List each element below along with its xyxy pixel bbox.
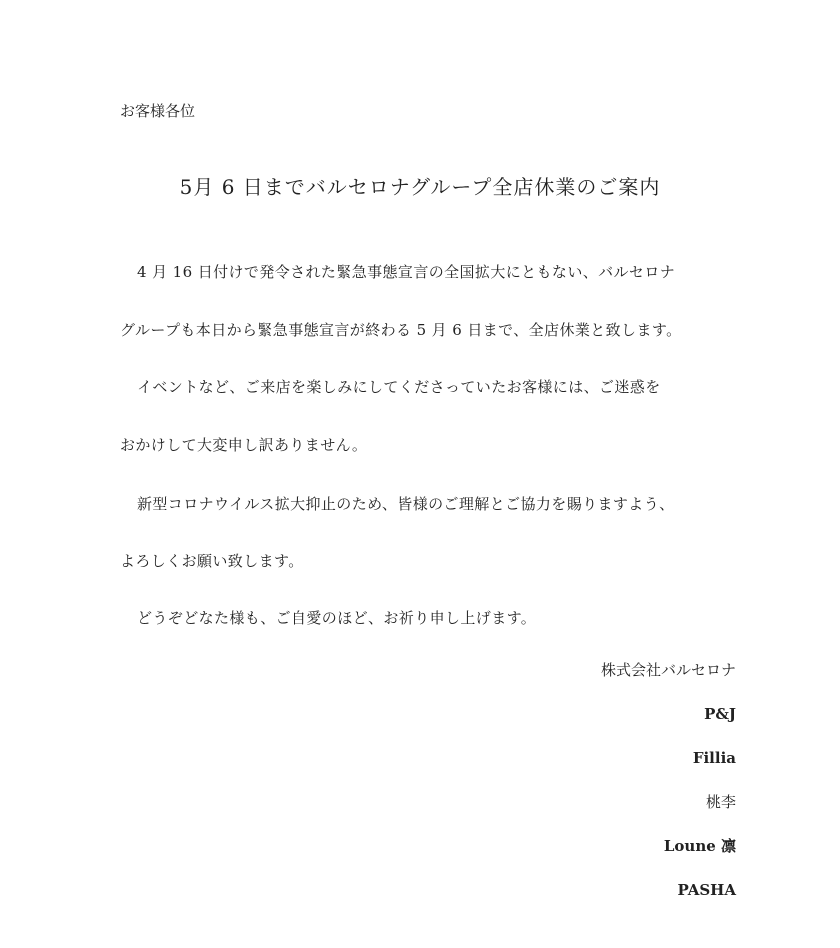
body-paragraph-3-line-2: よろしくお願い致します。 xyxy=(120,552,304,570)
notice-title: 5月 6 日までバルセロナグループ全店休業のご案内 xyxy=(179,175,661,199)
signatory-touri: 桃李 xyxy=(705,793,736,811)
body-paragraph-4-line-1: どうぞどなた様も、ご自愛のほど、お祈り申し上げます。 xyxy=(137,609,537,627)
salutation: お客様各位 xyxy=(120,102,196,120)
body-paragraph-1-line-1: 4 月 16 日付けで発令された緊急事態宣言の全国拡大にともない、バルセロナ xyxy=(137,263,676,281)
body-paragraph-3-line-1: 新型コロナウイルス拡大抑止のため、皆様のご理解とご協力を賜りますよう、 xyxy=(137,495,675,513)
body-paragraph-2-line-1: イベントなど、ご来店を楽しみにしてくださっていたお客様には、ご迷惑を xyxy=(137,378,661,396)
body-paragraph-2-line-2: おかけして大変申し訳ありません。 xyxy=(120,436,368,454)
body-paragraph-1-line-2: グループも本日から緊急事態宣言が終わる 5 月 6 日まで、全店休業と致します。 xyxy=(120,321,682,339)
signatory-fillia: Fillia xyxy=(692,749,736,767)
signatory-pj: P&J xyxy=(704,705,736,723)
signatory-company: 株式会社バルセロナ xyxy=(600,661,736,679)
signatory-pasha: PASHA xyxy=(677,881,736,899)
signatory-loune: Loune 凛 xyxy=(663,837,736,855)
